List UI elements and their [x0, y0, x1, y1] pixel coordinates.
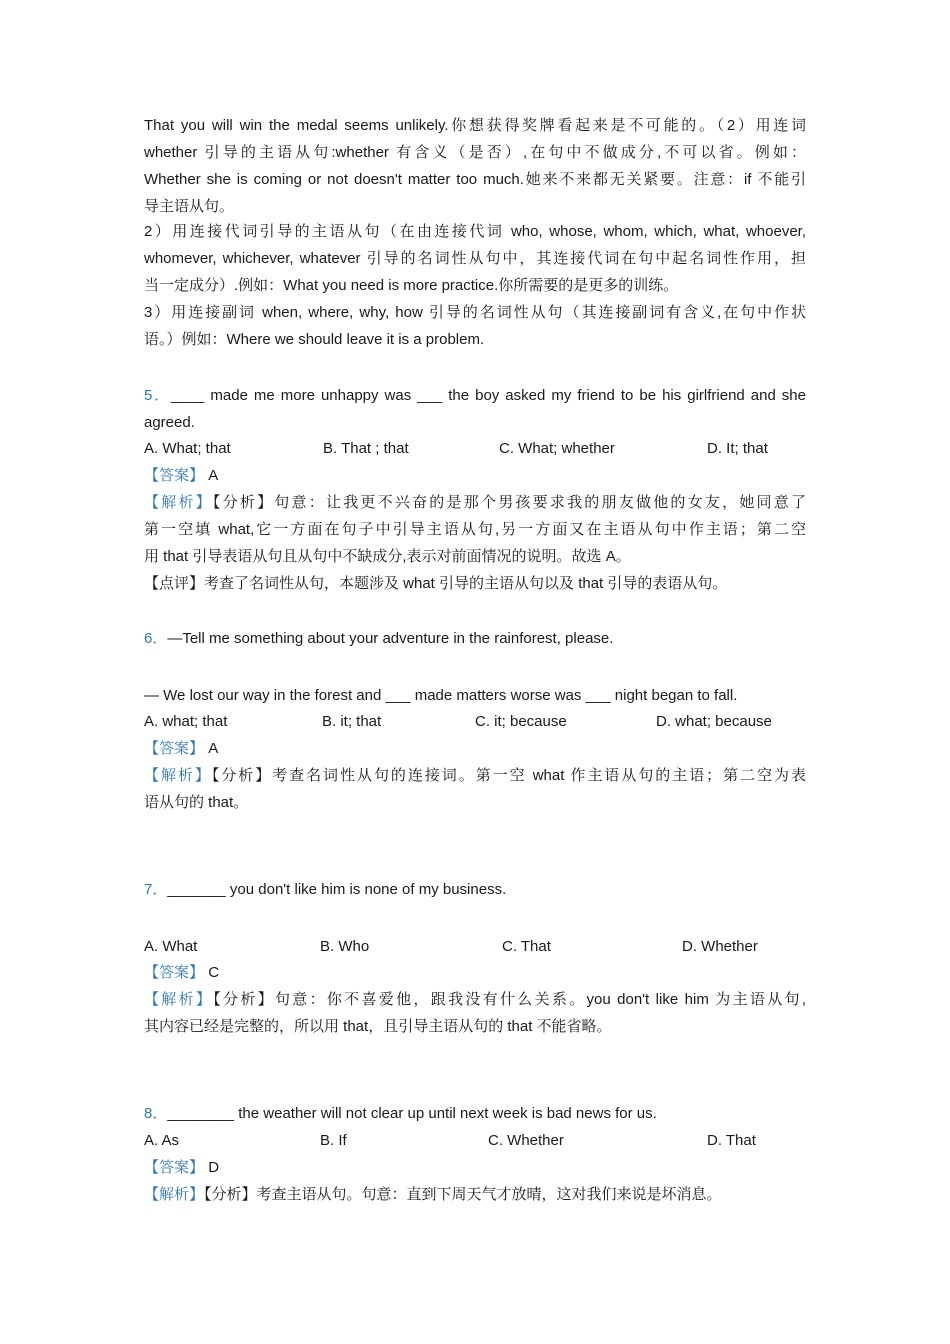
- q5-answer: [144, 466, 218, 486]
- q7-option-c: C. That: [502, 938, 551, 955]
- q8-answer: [144, 1158, 219, 1178]
- intro-line-4: 导主语从句。: [144, 198, 235, 215]
- q6-option-c: C. it; because: [475, 713, 567, 730]
- intro-line-7: 当一定成分）.例如：What you need is more practice.你所需要的是更多的训练。: [144, 277, 679, 294]
- q6-stem-text: —Tell me something about your adventure in the rainforest, please.: [167, 630, 614, 647]
- q8-stem-text: ________ the weather will not clear up until next week is bad news for us.: [167, 1105, 657, 1122]
- q7-option-b: B. Who: [320, 938, 370, 955]
- q8-answer-value: D: [208, 1159, 220, 1176]
- q5-analysis-line-2: 第一空填 what,它一方面在句子中引导主语从句,另一方面又在主语从句中作主语；第二空: [144, 521, 806, 538]
- q5-stem-line-1: [144, 386, 806, 406]
- q7-answer-tag: 【答案】: [144, 964, 205, 981]
- q6-answer-value: A: [208, 740, 219, 757]
- q5-stem-line-2: agreed.: [144, 414, 195, 431]
- q7-answer-value: C: [208, 964, 220, 981]
- q8-stem-line-1: [144, 1104, 657, 1124]
- q6-option-a: A. what; that: [144, 713, 228, 730]
- q8-answer-tag: 【答案】: [144, 1159, 205, 1176]
- q6-analysis-tag: 【解析】: [144, 767, 212, 784]
- q6-stem-line-2: — We lost our way in the forest and ___ made matters worse was ___ night began to fall.: [144, 687, 738, 704]
- q8-number: 8．: [144, 1105, 168, 1122]
- q7-analysis-line-1: [144, 990, 806, 1010]
- q5-stem-text: ____ made me more unhappy was ___ the boy asked my friend to be his girlfriend and she: [171, 387, 806, 404]
- q7-stem-line-1: [144, 880, 506, 900]
- q6-answer: [144, 739, 218, 759]
- q5-analysis-tag: 【解析】: [144, 494, 213, 511]
- q8-option-b: B. If: [320, 1132, 347, 1149]
- q5-comment: 【点评】考查了名词性从句，本题涉及 what 引导的主语从句以及 that 引导的表语从句。: [144, 575, 728, 592]
- intro-line-3: Whether she is coming or not doesn't matter too much.她来不来都无关紧要。注意：if 不能引: [144, 171, 806, 188]
- q5-analysis-text-1: 【分析】句意：让我更不兴奋的是那个男孩要求我的朋友做他的女友，她同意了: [212, 494, 806, 511]
- intro-line-2: whether 引导的主语从句:whether 有含义（是否）,在句中不做成分,不可以省。例如：: [144, 144, 806, 161]
- q5-option-d: D. It; that: [707, 440, 768, 457]
- q6-option-b: B. it; that: [322, 713, 382, 730]
- q6-analysis-line-1: [144, 766, 806, 786]
- q6-stem-line-1: [144, 629, 613, 649]
- q5-answer-tag: 【答案】: [144, 467, 205, 484]
- q6-number: 6．: [144, 630, 168, 647]
- q8-analysis-tag: 【解析】: [144, 1186, 205, 1203]
- q7-analysis-line-2: 其内容已经是完整的，所以用 that，且引导主语从句的 that 不能省略。: [144, 1018, 612, 1035]
- q5-analysis-line-3: 用 that 引导表语从句且从句中不缺成分,表示对前面情况的说明。故选 A。: [144, 548, 631, 565]
- q8-option-c: C. Whether: [488, 1132, 564, 1149]
- q6-answer-tag: 【答案】: [144, 740, 205, 757]
- q5-option-c: C. What; whether: [499, 440, 615, 457]
- q7-analysis-tag: 【解析】: [144, 991, 214, 1008]
- q5-analysis-line-1: [144, 493, 806, 513]
- q8-analysis-text-1: 【分析】考查主语从句。句意：直到下周天气才放晴，这对我们来说是坏消息。: [204, 1186, 722, 1203]
- q6-analysis-line-2: 语从句的 that。: [144, 794, 249, 811]
- q8-option-d: D. That: [707, 1132, 756, 1149]
- q8-option-a: A. As: [144, 1132, 180, 1149]
- q7-option-d: D. Whether: [682, 938, 758, 955]
- q7-analysis-text-1: 【分析】句意：你不喜爱他，跟我没有什么关系。you don't like him 为主语从句,: [213, 991, 806, 1008]
- q5-answer-value: A: [208, 467, 219, 484]
- q8-analysis-line-1: [144, 1185, 722, 1205]
- intro-line-6: whomever, whichever, whatever 引导的名词性从句中，其连接代词在句中起名词性作用，担: [144, 250, 806, 267]
- q7-answer: [144, 963, 219, 983]
- intro-line-5: 2）用连接代词引导的主语从句（在由连接代词 who, whose, whom, which, what, whoever,: [144, 223, 806, 240]
- q7-stem-text: _______ you don't like him is none of my business.: [167, 881, 507, 898]
- intro-line-8: 3）用连接副词 when, where, why, how 引导的名词性从句（其连接副词有含义,在句中作状: [144, 304, 806, 321]
- q5-option-a: A. What; that: [144, 440, 231, 457]
- q5-option-b: B. That ; that: [323, 440, 409, 457]
- q7-number: 7．: [144, 881, 168, 898]
- q6-option-d: D. what; because: [656, 713, 772, 730]
- q7-option-a: A. What: [144, 938, 198, 955]
- q5-number: 5．: [144, 387, 172, 404]
- intro-line-1: That you will win the medal seems unlikely.你想获得奖牌看起来是不可能的。（2）用连词: [144, 117, 806, 134]
- intro-line-9: 语。）例如：Where we should leave it is a problem.: [144, 331, 485, 348]
- q6-analysis-text-1: 【分析】考查名词性从句的连接词。第一空 what 作主语从句的主语；第二空为表: [211, 767, 806, 784]
